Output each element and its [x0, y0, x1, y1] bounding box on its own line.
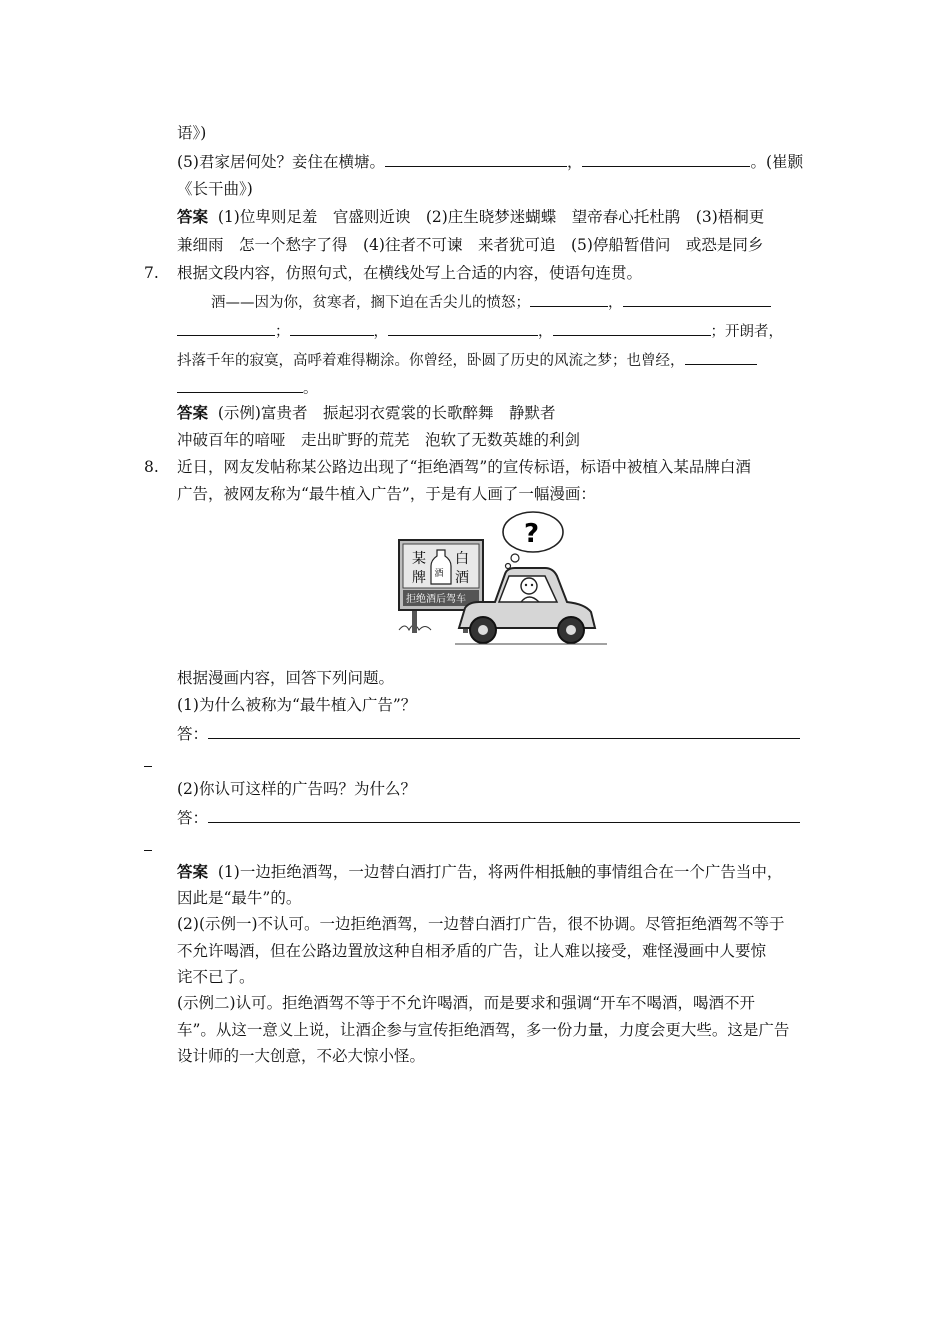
question-number: 8.	[144, 458, 159, 476]
q8-answer-line5: 诧不已了。	[177, 968, 255, 986]
q8-answer-line1	[177, 862, 817, 882]
blank	[530, 291, 608, 307]
q8-answer-line8: 设计师的一大创意，不必大惊小怪。	[177, 1047, 426, 1065]
q6-continuation: 语》)	[177, 124, 207, 142]
q8-intro: 根据漫画内容，回答下列问题。	[177, 669, 395, 687]
sign-bottle-label: 酒	[434, 569, 444, 579]
passage-text: 抖落千年的寂寞，高呼着难得糊涂。你曾经，卧圆了历史的风流之梦；也曾经，	[177, 353, 685, 369]
q8-sub1: (1)为什么被称为“最牛植入广告”？	[177, 696, 417, 714]
q7-passage-line2	[177, 320, 817, 342]
blank	[385, 151, 567, 167]
sign-top-right: 白	[455, 551, 469, 567]
q8-answer-line6: (示例二)认可。拒绝酒驾不等于不允许喝酒，而是要求和强调“开车不喝酒，喝酒不开	[177, 994, 756, 1012]
q6-item5-end: 。(崔颢	[750, 153, 804, 171]
passage-text: 酒——因为你，贫寒者，搁下迫在舌尖儿的愤怒；	[211, 295, 530, 311]
thought-dot	[506, 564, 511, 569]
q7-answer-line2: 冲破百年的喑哑 走出旷野的荒芜 泡软了无数英雄的利剑	[177, 431, 581, 449]
sign-slogan: 拒绝酒后驾车	[406, 594, 466, 605]
q6-item5-prefix: (5)君家居何处？妾住在横塘。	[177, 153, 385, 171]
comma: ，	[566, 153, 583, 171]
blank	[290, 320, 374, 336]
period: 。	[303, 381, 318, 397]
q6-item5	[177, 151, 817, 172]
q8-sub2: (2)你认可这样的广告吗？为什么？	[177, 780, 416, 798]
blank	[553, 320, 711, 336]
semicolon: ；	[275, 324, 290, 340]
q7-passage-line3	[177, 349, 817, 371]
sign-bottom-right: 酒	[455, 570, 469, 586]
question-number: 7.	[144, 264, 159, 282]
answer-blank	[208, 807, 800, 823]
q7-passage-line1	[211, 291, 811, 313]
q6-item5-source: 《长干曲》)	[177, 180, 253, 198]
q8-answer-area-1	[177, 723, 817, 744]
car-hubcap	[566, 625, 576, 635]
comma: ，	[608, 295, 623, 311]
answer-text: (1)一边拒绝酒驾，一边替白酒打广告，将两件相抵触的事情组合在一个广告当中，	[217, 863, 783, 881]
driver-eye	[525, 584, 527, 586]
q6-answer-line1	[177, 207, 817, 227]
answer-label: 答案	[177, 207, 209, 226]
answer-prefix: 答：	[177, 809, 209, 827]
answer-blank	[208, 723, 800, 739]
q8-answer-line7: 车”。从这一意义上说，让酒企参与宣传拒绝酒驾，多一份力量，力度会更大些。这是广告	[177, 1021, 790, 1039]
sign-bottom-left: 牌	[412, 570, 426, 586]
passage-text: ；开朗者，	[710, 324, 783, 340]
dash-mark	[144, 850, 152, 851]
answer-text: (1)位卑则足羞 官盛则近谀 (2)庄生晓梦迷蝴蝶 望帝春心托杜鹃 (3)梧桐更	[217, 208, 765, 226]
comma: ，	[373, 324, 388, 340]
driver-eye	[531, 584, 533, 586]
blank	[582, 151, 750, 167]
answer-prefix: 答：	[177, 725, 209, 743]
q6-answer-line2: 兼细雨 怎一个愁字了得 (4)往者不可谏 来者犹可追 (5)停船暂借问 或恐是同乡	[177, 236, 764, 254]
q7-answer-line1	[177, 403, 817, 423]
blank	[177, 377, 303, 393]
car-hubcap	[478, 625, 488, 635]
thought-question-mark: ?	[524, 519, 540, 549]
driver-head	[521, 578, 537, 594]
q8-stem-line2: 广告，被网友称为“最牛植入广告”，于是有人画了一幅漫画：	[177, 485, 596, 503]
blank	[177, 320, 275, 336]
blank	[623, 291, 771, 307]
dash-mark	[144, 766, 152, 767]
q8-answer-line2: 因此是“最牛”的。	[177, 889, 302, 907]
q7-passage-line4	[177, 377, 817, 399]
comma: ，	[538, 324, 553, 340]
blank	[685, 349, 757, 365]
answer-label: 答案	[177, 862, 209, 881]
answer-text: (示例)富贵者 振起羽衣霓裳的长歌醉舞 静默者	[217, 404, 556, 422]
q8-answer-line4: 不允许喝酒，但在公路边置放这种自相矛盾的广告，让人难以接受，难怪漫画中人要惊	[177, 942, 767, 960]
thought-dot	[511, 554, 519, 562]
q8-stem-line1: 近日，网友发帖称某公路边出现了“拒绝酒驾”的宣传标语，标语中被植入某品牌白酒	[177, 458, 751, 476]
answer-label: 答案	[177, 403, 209, 422]
cartoon-illustration	[395, 510, 615, 655]
q7-stem: 根据文段内容，仿照句式，在横线处写上合适的内容，使语句连贯。	[177, 264, 643, 282]
q8-answer-line3: (2)(示例一)不认可。一边拒绝酒驾，一边替白酒打广告，很不协调。尽管拒绝酒驾不等于	[177, 915, 785, 933]
q8-answer-area-2	[177, 807, 817, 828]
sign-top-left: 某	[412, 551, 426, 567]
blank	[388, 320, 538, 336]
